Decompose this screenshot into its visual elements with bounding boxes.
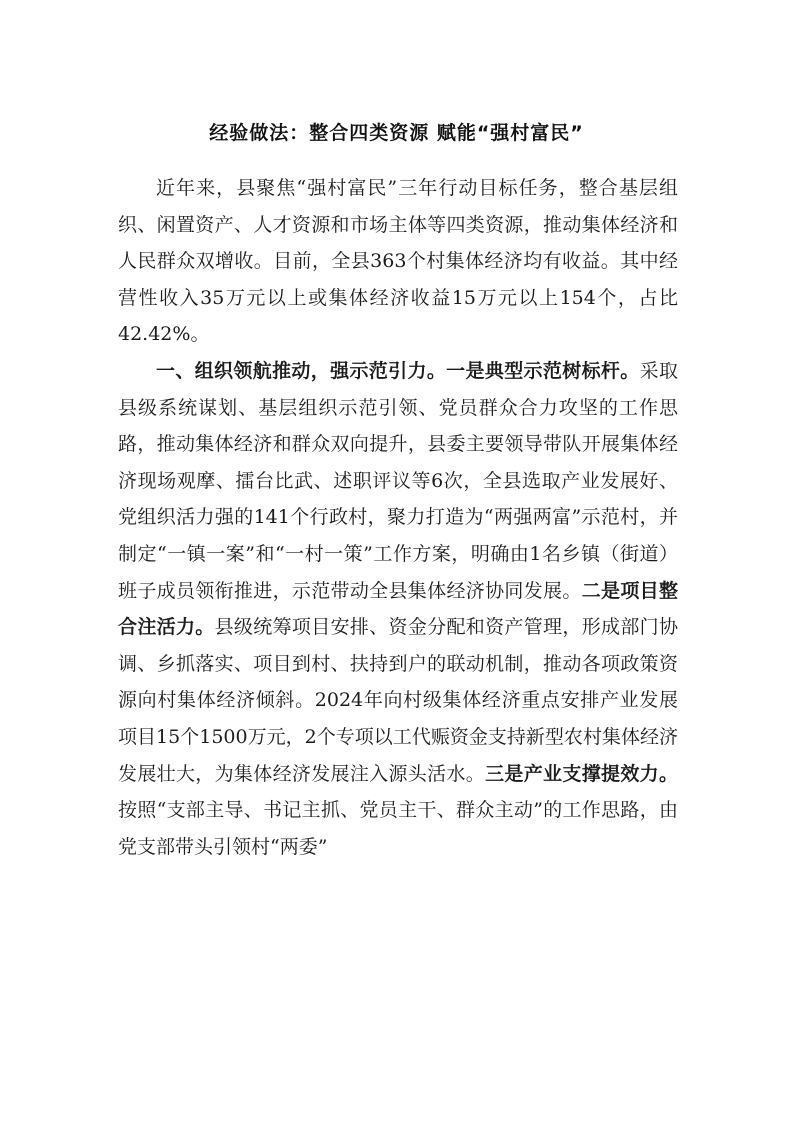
document-body — [118, 170, 678, 865]
section-1-sub-1-text: 采取县级系统谋划、基层组织示范引领、党员群众合力攻坚的工作思路，推动集体经济和群众双向提升，县委主要领导带队开展集体经济现场观摩、擂台比武、述职评议等6次，全县选取产业发展好、党组织活力强的141个行政村，聚力打造为“两强两富”示范村，并制定“一镇一案”和“一村一策”工作方案，明确由1名乡镇（街道）班子成员领衔推进，示范带动全县集体经济协同发展。 — [118, 359, 678, 602]
section-1-sub-2-text: 县级统筹项目安排、资金分配和资产管理，形成部门协调、乡抓落实、项目到村、扶持到户的联动机制，推动各项政策资源向村集体经济倾斜。2024年向村级集体经济重点安排产业发展项目15个1500万元，2个专项以工代赈资金支持新型农村集体经济发展壮大，为集体经济发展注入源头活水。 — [118, 616, 678, 785]
section-1-sub-2-heading: 二是项目整合注活力。 — [118, 579, 678, 639]
section-1-sub-1-heading: 一是典型示范树标杆。 — [446, 359, 640, 382]
intro-paragraph: 近年来，县聚焦“强村富民”三年行动目标任务，整合基层组织、闲置资产、人才资源和市场主体等四类资源，推动集体经济和人民群众双增收。目前，全县363个村集体经济均有收益。其中经营性收入35万元以上或集体经济收益15万元以上154个，占比42.42%。 — [118, 177, 678, 346]
section-1-paragraph — [118, 353, 678, 865]
section-1-sub-3-text: 按照“支部主导、书记主抓、党员主干、群众主动”的工作思路，由党支部带头引领村“两委” — [118, 799, 678, 858]
document-title: 经验做法：整合四类资源 赋能“强村富民” — [209, 122, 584, 144]
section-1-heading: 一、组织领航推动，强示范引力。 — [156, 359, 447, 382]
section-1-sub-3-heading: 三是产业支撑提效力。 — [485, 762, 678, 785]
